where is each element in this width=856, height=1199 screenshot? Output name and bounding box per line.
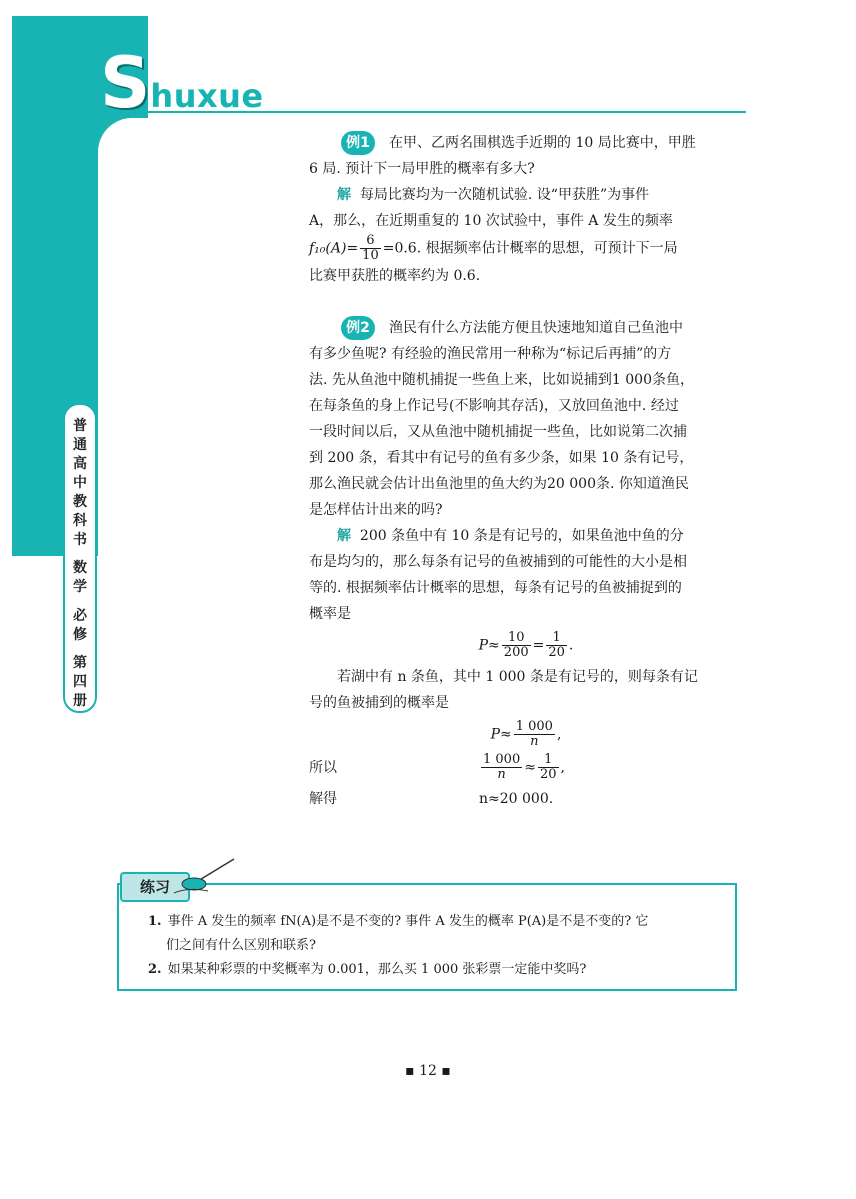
fraction: $\frac{6}{10}$ <box>362 233 379 263</box>
book-spine-label <box>63 403 97 713</box>
example-2-q5: 一段时间以后，又从鱼池中随机捕捉一些鱼，比如说第二次捕 <box>309 424 687 440</box>
spine-char: 通 <box>73 437 87 453</box>
example-1-solution-line2: A，那么，在近期重复的 10 次试验中，事件 A 发生的频率 <box>309 213 673 229</box>
example-2-s4: 概率是 <box>309 606 351 622</box>
example-1-solution: 解 每局比赛均为一次随机试验. 设“甲获胜”为事件 <box>337 187 650 203</box>
example-1 <box>309 130 743 289</box>
formula-so: 所以 $\frac{1 000}{n}$ ≈ $\frac{1}{20}$ , <box>309 752 565 782</box>
example-1-badge: 例1 <box>341 131 375 155</box>
pen-icon <box>168 857 238 897</box>
example-2-s5: 若湖中有 n 条鱼，其中 1 000 条是有记号的，则每条有记 <box>337 669 698 685</box>
spine-char: 科 <box>73 513 87 529</box>
spine-char: 修 <box>73 626 87 643</box>
exercise-list <box>148 910 718 982</box>
formula-p2: P≈ $\frac{1 000}{n}$ , <box>490 719 562 749</box>
solution-label: 解 <box>337 187 351 203</box>
example-2-s2: 布是均匀的，那么每条有记号的鱼被捕到的可能性的大小是相 <box>309 554 687 570</box>
example-2-q4: 在每条鱼的身上作记号(不影响其存活)，又放回鱼池中. 经过 <box>309 398 679 414</box>
logo-rest: huxue <box>150 77 264 115</box>
exercise-item-1: 1. 事件 A 发生的频率 fN(A)是不是不变的? 事件 A 发生的概率 P(A)是不是不变的? 它 <box>148 914 649 929</box>
example-2-solution: 解 200 条鱼中有 10 条是有记号的，如果鱼池中鱼的分 <box>337 528 684 544</box>
spine-char: 普 <box>73 418 87 434</box>
page-number: ▪ 12 ▪ <box>405 1063 451 1079</box>
page-corner-card <box>98 118 238 678</box>
example-2-badge: 例2 <box>341 316 375 340</box>
logo-letter: S <box>100 42 151 124</box>
example-2-s6: 号的鱼被捕到的概率是 <box>309 695 449 711</box>
spine-char: 书 <box>73 532 87 548</box>
example-1-question <box>309 130 743 156</box>
example-1-frequency: f₁₀(A)= $\frac{6}{10}$ =0.6. 根据频率估计概率的思想，可预计下一局 <box>309 233 678 263</box>
spine-char: 必 <box>73 607 87 624</box>
spine-char: 学 <box>73 579 87 596</box>
spine-char: 中 <box>73 475 87 491</box>
example-1-conclusion: 比赛甲获胜的概率约为 0.6. <box>309 268 481 284</box>
solution-label: 解 <box>337 528 351 544</box>
example-2-q6: 到 200 条，看其中有记号的鱼有多少条，如果 10 条有记号， <box>309 450 694 466</box>
formula-p1: P≈ $\frac{10}{200}$ = $\frac{1}{20}$ . <box>478 630 574 660</box>
example-2 <box>309 315 743 812</box>
subject-logo <box>100 42 264 124</box>
spine-char: 高 <box>73 456 87 472</box>
exercise-item-1-cont: 们之间有什么区别和联系? <box>166 938 316 953</box>
exercise-item-2: 2. 如果某种彩票的中奖概率为 0.001，那么买 1 000 张彩票一定能中奖吗? <box>148 962 587 977</box>
example-1-question-line2: 6 局. 预计下一局甲胜的概率有多大? <box>309 161 535 177</box>
spine-char: 四 <box>73 673 87 690</box>
spine-char: 教 <box>73 494 87 510</box>
example-2-q8: 是怎样估计出来的吗? <box>309 502 443 518</box>
example-2-question: 例2 渔民有什么方法能方便且快速地知道自己鱼池中 <box>309 315 743 341</box>
example-2-s3: 等的. 根据频率估计概率的思想，每条有记号的鱼被捕捉到的 <box>309 580 682 596</box>
example-2-q7: 那么渔民就会估计出鱼池里的鱼大约为20 000条. 你知道渔民 <box>309 476 689 492</box>
example-2-q3: 法. 先从鱼池中随机捕捉一些鱼上来，比如说捕到1 000条鱼， <box>309 372 694 388</box>
spine-char: 第 <box>73 654 87 671</box>
example-2-q2: 有多少鱼呢? 有经验的渔民常用一种称为“标记后再捕”的方 <box>309 346 672 362</box>
formula-solve: 解得 n≈20 000. <box>309 791 554 807</box>
main-content <box>309 130 743 812</box>
spine-char: 册 <box>73 692 87 709</box>
example-1-question-line1: 在甲、乙两名围棋选手近期的 10 局比赛中，甲胜 <box>389 135 696 151</box>
spine-char: 数 <box>73 560 87 577</box>
exercise-title: 练习 <box>120 872 190 902</box>
